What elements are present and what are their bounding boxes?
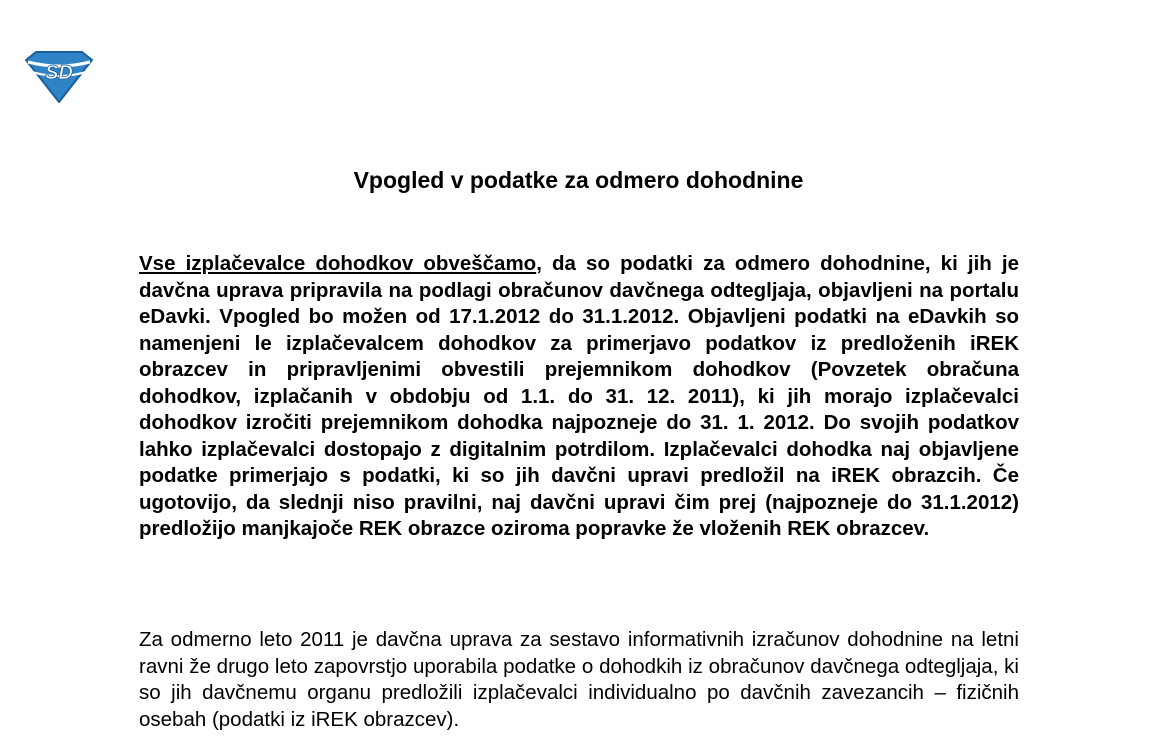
page-title: Vpogled v podatke za odmero dohodnine [353,167,804,193]
info-paragraph: Za odmerno leto 2011 je davčna uprava za sestavo informativnih izračunov dohodnine na letni ravni že drugo leto zapovrstjo uporabila podatke o dohodkih iz obračunov davčnega odtegljaja, ki so jih davčnemu organu predložili izplačevalci individualno po davčnih zavezancih – fizičnih osebah (podatki iz iREK obrazcev). [139,628,1019,731]
sd-shield-logo-icon [22,50,96,104]
logo-text: SD [45,62,73,84]
announcement-paragraph [139,251,1019,543]
paragraph-lead: Vse izplačevalce dohodkov obveščamo [139,252,537,275]
paragraph-body: , da so podatki za odmero dohodnine, ki jih je davčna uprava pripravila na podlagi obračunov davčnega odtegljaja, objavljeni na portalu eDavki. Vpogled bo možen od 17.1.2012 do 31.1.2012. Objavljeni podatki na eDavkih so namenjeni le izplačevalcem dohodkov za primerjavo podatkov iz predloženih iREK obrazcev in pripravljenimi obvestili prejemnikom dohodkov (Povzetek obračuna dohodkov, izplačanih v obdobju od 1.1. do 31. 12. 2011), ki jih morajo izplačevalci dohodkov izročiti prejemnikom dohodka najpozneje do 31. 1. 2012. Do svojih podatkov lahko izplačevalci dostopajo z digitalnim potrdilom. Izplačevalci dohodka naj objavljene podatke primerjajo s podatki, ki so jih davčni upravi predložil na iREK obrazcih. Če ugotovijo, da slednji niso pravilni, naj davčni upravi čim prej (najpozneje do 31.1.2012) predložijo manjkajoče REK obrazce oziroma popravke že vloženih REK obrazcev. [139,252,1019,540]
